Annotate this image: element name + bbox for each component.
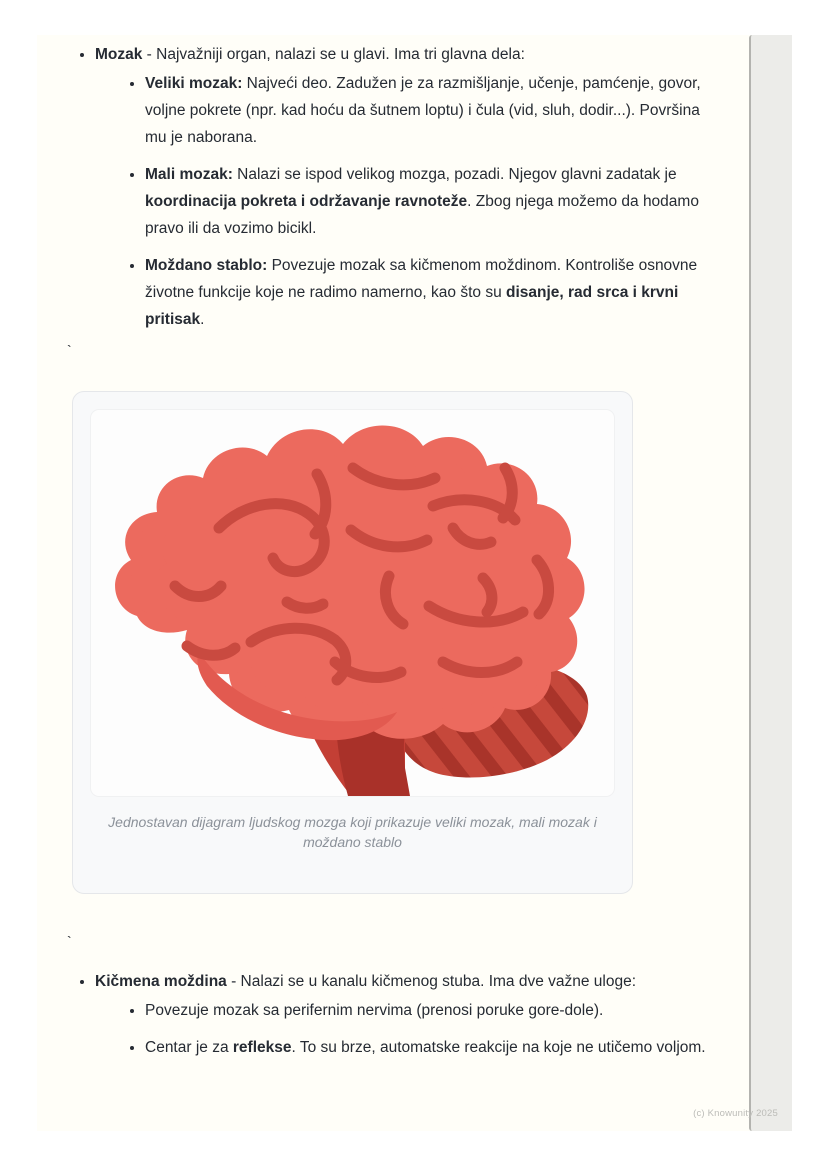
list-item-mali-mozak [145, 161, 707, 242]
list-spinal-cord [37, 968, 707, 1061]
list-brain [37, 41, 707, 333]
stray-backtick-2: ` [67, 933, 72, 949]
list-item-text: Veliki mozak: Najveći deo. Zadužen je za razmišljanje, učenje, pamćenje, govor, voljne pokrete (npr. kad hoću da šutnem loptu) i čula (vid, sluh, dodir...). Površina mu je naborana. [145, 75, 701, 146]
document-content [37, 35, 792, 1061]
list-item-text: Povezuje mozak sa perifernim nervima (prenosi poruke gore-dole). [145, 1002, 604, 1019]
stray-backtick-1: ` [67, 342, 72, 358]
list-item-text: Centar je za reflekse. To su brze, automatske reakcije na koje ne utičemo voljom. [145, 1039, 706, 1056]
list-item-povezuje [145, 997, 707, 1024]
document-page [37, 35, 792, 1131]
figure-card [72, 391, 633, 894]
copyright-watermark: (c) Knowunity 2025 [693, 1108, 778, 1119]
list-item-text: Kičmena moždina - Nalazi se u kanalu kičmenog stuba. Ima dve važne uloge: [95, 973, 637, 990]
list-item-kicmena-mozdina [95, 968, 707, 1061]
list-item-mozdano-stablo [145, 252, 707, 333]
list-brain-parts [95, 70, 707, 333]
list-item-veliki-mozak [145, 70, 707, 151]
list-item-text: Moždano stablo: Povezuje mozak sa kičmenom moždinom. Kontroliše osnovne životne funkcije koje ne radimo namerno, kao što su disanje, rad srca i krvni pritisak. [145, 257, 698, 328]
brain-image [91, 410, 614, 796]
brain-illustration [91, 410, 614, 796]
list-item-text: Mali mozak: Nalazi se ispod velikog mozga, pozadi. Njegov glavni zadatak je koordinacija pokreta i održavanje ravnoteže. Zbog njega možemo da hodamo pravo ili da vozimo bicikl. [145, 166, 699, 237]
list-item-refleksi [145, 1034, 707, 1061]
figure-caption: Jednostavan dijagram ljudskog mozga koji prikazuje veliki mozak, mali mozak i moždano stablo [108, 814, 597, 850]
list-item-mozak [95, 41, 707, 333]
list-spinal-roles [95, 997, 707, 1061]
list-item-text: Mozak - Najvažniji organ, nalazi se u glavi. Ima tri glavna dela: [95, 46, 525, 63]
